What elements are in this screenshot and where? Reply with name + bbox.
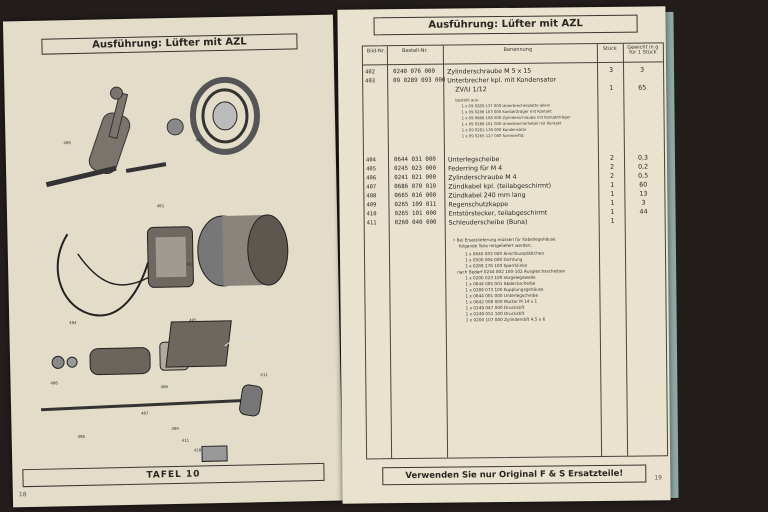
row-weight: 44: [639, 208, 648, 216]
row-description: Federring für M 4: [448, 165, 503, 173]
row-weight: 0,5: [638, 172, 649, 180]
note-line: 1 x 0289 276 100 Sperrklinke: [465, 262, 528, 269]
row-qty: 1: [609, 84, 614, 92]
subparts-title: besteht aus:: [455, 97, 480, 103]
washer-part: [167, 119, 183, 135]
row-qty: 2: [609, 154, 615, 162]
row-qty: 1: [610, 181, 615, 189]
right-page-parts-list: [337, 6, 670, 503]
row-number: 0265 109 011: [394, 201, 437, 209]
callout-label: 409: [171, 425, 179, 432]
ignition-cable: [41, 401, 241, 410]
col-header-weight: Gewicht in g für 1 Stück: [627, 44, 659, 56]
row-number: 0240 076 000: [393, 68, 435, 76]
left-page-header: Ausführung: Lüfter mit AZL: [41, 33, 297, 54]
note-line: 1 x 0200 023 100 Vorgelegewelle: [465, 274, 536, 281]
note-line: 1 x 0249 051 100 Druckstift: [465, 310, 525, 317]
row-number: 0686 070 010: [394, 183, 437, 191]
subpart-line: 1 x 09 0286 101 000 Unterbrecherhebel mit Kontakt: [461, 120, 562, 127]
row-pos: 402: [365, 69, 376, 76]
row-pos: 404: [365, 157, 376, 164]
row-description: Unterbrecher kpl. mit Kondensator: [447, 76, 557, 85]
row-description: Zylinderschraube M 5 x 15: [447, 67, 532, 76]
table-row: [365, 216, 665, 228]
left-page-number: 18: [18, 491, 27, 499]
row-pos: 409: [366, 202, 377, 209]
col-header-description: Benennung: [503, 46, 533, 53]
left-page-diagram: [3, 15, 343, 508]
fan-housing-part: [197, 215, 288, 287]
note-line: folgende Teile mitgeliefert werden:: [458, 242, 532, 249]
right-page-header: Ausführung: Lüfter mit AZL: [374, 15, 638, 36]
row-description: ZV/U 1/12: [455, 86, 487, 94]
row-qty: 1: [610, 199, 615, 207]
note-line: 1 x 0640 003 000 Anschlussplättchen: [464, 250, 545, 257]
cap-part: [202, 446, 227, 462]
right-page-number: 19: [654, 474, 663, 482]
callout-label: 407: [141, 410, 149, 416]
row-qty: 2: [610, 172, 615, 180]
breaker-box-part: [165, 317, 260, 367]
row-qty: 1: [610, 208, 615, 216]
callout-label: 405: [189, 317, 197, 323]
row-weight: 13: [639, 190, 648, 198]
row-number: 0644 031 000: [393, 156, 436, 164]
row-pos: 407: [366, 184, 377, 191]
exploded-parts-diagram: [4, 49, 343, 476]
callout-label: 402: [195, 137, 203, 143]
wiring-harness: [57, 233, 149, 317]
callout-label: 406: [50, 380, 58, 386]
callout-label: 404: [69, 320, 77, 326]
row-description: Entstörstecker, teilabgeschirmt: [448, 209, 548, 218]
row-pos: 408: [366, 193, 377, 200]
subpart-line: 1 x 09 0289 137 000 Unterbrecherplatte allein: [461, 102, 551, 109]
row-pos: 406: [366, 175, 377, 182]
row-qty: 3: [609, 66, 614, 74]
col-header-qty: Stück: [602, 45, 617, 52]
row-weight: 65: [638, 84, 647, 92]
subpart-line: 1 x 09 0265 127 000 Schmierfilz: [461, 132, 524, 139]
row-number: 0665 016 000: [394, 192, 437, 200]
row-description: Zündkabel kpl. (teilabgeschirmt): [448, 182, 552, 191]
subpart-line: 1 x 09 0286 103 000 Kontaktträger mit Kontakt: [461, 108, 552, 115]
callout-label: 401: [156, 203, 165, 209]
row-weight: 60: [639, 181, 648, 189]
col-header-pos: Bild-Nr.: [366, 48, 385, 55]
row-weight: 3: [641, 199, 646, 207]
row-number: 0265 101 000: [394, 210, 437, 218]
callout-label: 408: [77, 433, 85, 440]
note-line: 1 x 0500 004 000 Dichtung: [465, 256, 523, 263]
callout-label: 411: [260, 372, 268, 378]
callout-label: 411: [181, 437, 190, 443]
row-number: 0260 040 000: [394, 219, 437, 227]
row-pos: 405: [366, 166, 377, 173]
row-description: Zylinderschraube M 4: [448, 173, 517, 182]
note-line: 1 x 0289 073 100 Kupplungsgehäuse: [465, 286, 544, 293]
table-row: [363, 83, 663, 95]
row-qty: 1: [610, 217, 615, 225]
note-line: 1 x 0644 005 001 Abdeckscheibe: [465, 280, 536, 287]
left-page-footer: TAFEL 10: [22, 463, 324, 487]
note-line: • Bei Ersatzlieferung müssen für Kabellegehäuse: [452, 236, 556, 243]
note-line: nach Bedarf 0244 002 100-102 Ausgleichsscheiben: [457, 268, 566, 275]
subpart-line: 1 x 09 0281 136 000 Kondensator: [461, 126, 527, 133]
stator-part: [147, 227, 193, 288]
right-page-footer: Verwenden Sie nur Original F & S Ersatzteile!: [382, 465, 646, 486]
row-qty: 2: [610, 163, 615, 171]
crankshaft-part: [44, 86, 166, 184]
spark-plug-connector: [239, 384, 263, 417]
table-header: [363, 43, 663, 65]
row-description: Unterlegscheibe: [447, 156, 500, 164]
note-line: 1 x 0200 107 000 Zylinderstift 4,5 x 6: [465, 316, 546, 323]
row-description: Zündkabel 240 mm lang: [448, 191, 526, 200]
callout-label: 400: [63, 140, 71, 146]
row-description: Regenschutzkappe: [448, 200, 509, 209]
row-pos: 403: [365, 78, 376, 85]
row-weight: 3: [640, 66, 645, 74]
note-line: 1 x 0249 047 000 Druckstift: [465, 304, 525, 311]
row-pos: 411: [366, 220, 377, 227]
row-description: Schleuderscheibe (Buna): [448, 218, 528, 227]
callout-label: 403: [186, 261, 194, 267]
col-header-number: Bestell-Nr.: [401, 47, 428, 55]
row-number: 0241 021 000: [394, 174, 437, 182]
parts-table: [362, 42, 668, 459]
callout-label: 410: [193, 447, 202, 453]
subpart-line: 1 x 09 0668 108 000 Zylinderschraube mit Kontaktträger: [461, 114, 571, 121]
row-number: 09 0289 093 000: [393, 77, 446, 85]
row-weight: 0,2: [638, 163, 649, 171]
note-line: 1 x 0644 001 000 Unterlegscheibe: [465, 292, 539, 299]
callout-label: 408: [160, 384, 168, 390]
row-number: 0245 023 000: [394, 165, 437, 173]
row-pos: 410: [366, 211, 377, 218]
row-qty: 1: [610, 190, 615, 198]
row-weight: 0,3: [637, 154, 649, 162]
row-number: [393, 85, 457, 86]
note-line: 1 x 0642 000 000 Mutter M 14 x 1: [465, 298, 538, 305]
